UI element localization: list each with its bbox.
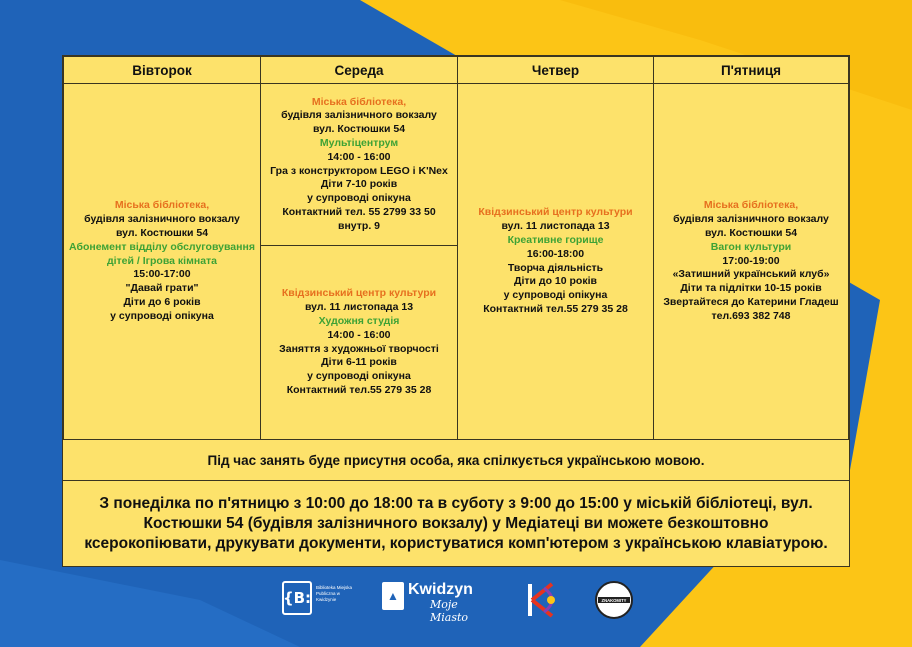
time-line: 17:00-19:00 (722, 254, 780, 267)
library-logo-mark: {B: (282, 581, 312, 615)
kwidzyn-logo (382, 581, 497, 624)
contact-line: Контактний тел. 55 2799 33 50 внутр. 9 (282, 205, 436, 232)
address-line: вул. Костюшки 54 (115, 227, 209, 239)
language-note: Під час занять буде присутня особа, яка спілкується українською мовою. (63, 440, 849, 481)
event-title: Заняття з художньої творчості (279, 342, 439, 355)
org-name: Міська бібліотека, (703, 199, 799, 212)
age-line: Діти до 6 років (123, 295, 201, 308)
kwidzyn-logo-subtitle: Moje Miasto (430, 598, 469, 624)
round-logo (594, 580, 634, 620)
time-line: 16:00-18:00 (526, 247, 585, 260)
header-wednesday: Середа (261, 57, 458, 84)
age-line: Діти 6-11 років (321, 356, 397, 369)
org-name: Міська бібліотека, (311, 95, 407, 108)
activity-name: Художня студія (318, 314, 400, 327)
kwidzyn-logo-name: Kwidzyn (408, 581, 473, 598)
mediateka-info: З понеділка по п'ятницю з 10:00 до 18:00 та в суботу з 9:00 до 15:00 у міській бібліотеці, вул. Костюшки 54 (будівля залізничного вокзалу) у Медіатеці ви можете безкоштовно ксерокопіювати, друкувати документи, користуватися комп'ютером з українською клавіатурою. (84, 495, 828, 552)
address-line: вул. 11 листопада 13 (304, 301, 414, 314)
address-line: будівля залізничного вокзалу (281, 109, 437, 122)
age-line: Діти до 10 років (514, 275, 597, 288)
cell-tuesday (64, 84, 261, 440)
guardian-line: у супроводі опікуна (307, 370, 411, 383)
cell-wednesday (261, 84, 458, 440)
activity-name: Мультіцентрум (319, 136, 399, 149)
event-title: Творча діяльність (507, 261, 604, 274)
wednesday-event-library (261, 84, 457, 246)
address-line: будівля залізничного вокзалу (84, 213, 240, 226)
wednesday-event-culture-center (261, 246, 457, 439)
address-line: вул. Костюшки 54 (312, 123, 406, 136)
age-line: Діти та підлітки 10-15 років (680, 282, 822, 295)
org-name: Квідзинський центр культури (478, 206, 633, 219)
header-thursday: Четвер (458, 57, 654, 84)
header-friday: П'ятниця (654, 57, 849, 84)
table-header-row (64, 57, 849, 84)
contact-line: Контактний тел.55 279 35 28 (483, 302, 628, 315)
address-line: вул. Костюшки 54 (704, 227, 798, 239)
library-logo-text: Biblioteka Miejska Publiczna w Kwidzynie (316, 585, 353, 602)
activity-name: Вагон культури (710, 240, 792, 253)
org-name: Міська бібліотека, (114, 199, 210, 212)
cell-friday (654, 84, 849, 440)
event-title: "Давай грати" (125, 282, 199, 295)
time-line: 14:00 - 16:00 (327, 328, 391, 341)
guardian-line: у супроводі опікуна (307, 192, 411, 205)
event-title: «Затишний український клуб» (672, 268, 830, 281)
partner-logos (282, 576, 642, 624)
table-row (64, 84, 849, 440)
kwidzyn-logo-mark: ▲ (382, 582, 404, 610)
time-line: 15:00-17:00 (133, 268, 191, 281)
address-line: будівля залізничного вокзалу (673, 213, 829, 226)
event-title: Гра з конструктором LEGO і K'Nex (270, 164, 448, 177)
guardian-line: у супроводі опікуна (503, 289, 608, 302)
contact-person-line: Звертайтеся до Катерини Гладеш (663, 295, 839, 308)
time-line: 14:00 - 16:00 (327, 150, 391, 163)
address-line: вул. 11 листопада 13 (501, 220, 610, 233)
round-logo-text: ZNAKOMITY (601, 598, 627, 603)
library-logo (282, 579, 352, 617)
kck-logo-icon (524, 580, 564, 620)
age-line: Діти 7-10 років (320, 178, 398, 191)
contact-line: тел.693 382 748 (711, 309, 791, 322)
activity-name: Креативне горище (507, 233, 604, 246)
org-name: Квідзинський центр культури (281, 287, 437, 300)
contact-line: Контактний тел.55 279 35 28 (286, 383, 432, 396)
schedule-panel (62, 55, 850, 567)
schedule-table (63, 56, 849, 440)
header-tuesday: Вівторок (64, 57, 261, 84)
guardian-line: у супроводі опікуна (110, 309, 214, 322)
cell-thursday (458, 84, 654, 440)
activity-name: Абонемент відділу обслуговування дітей / Ігрова кімната (69, 240, 255, 267)
